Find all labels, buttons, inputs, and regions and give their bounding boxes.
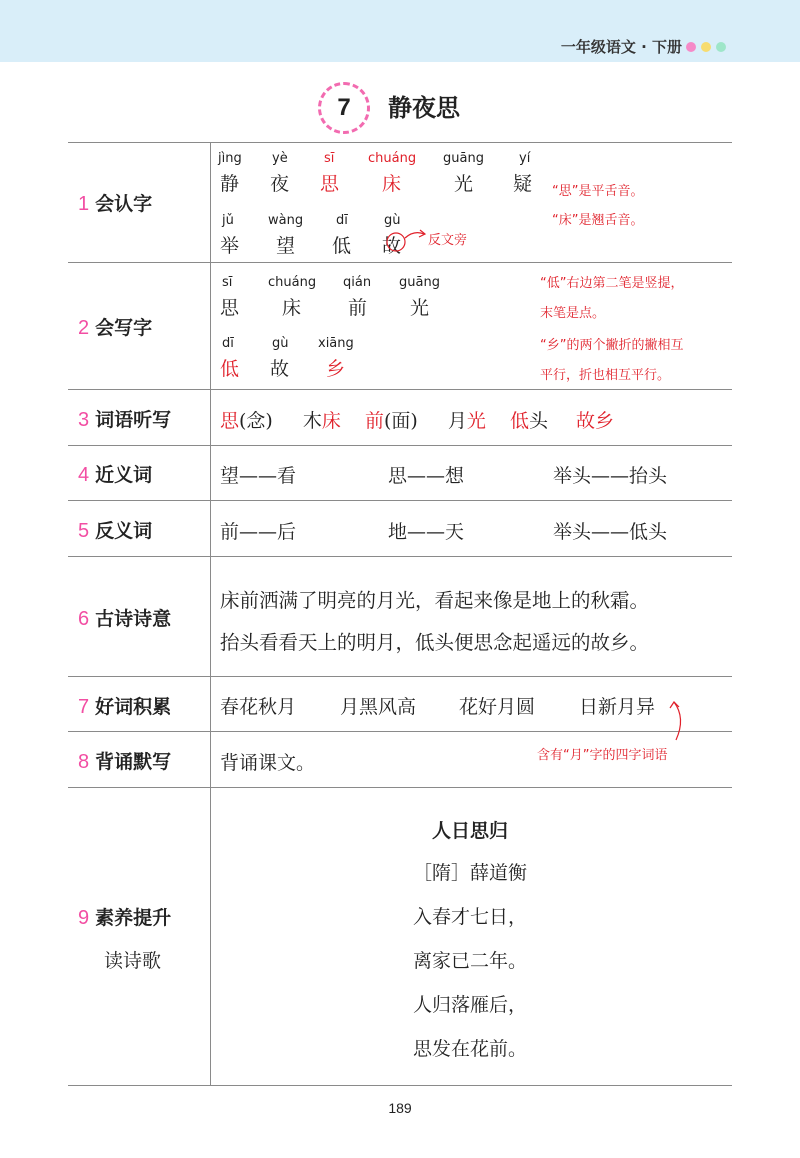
poem-meaning-line: 抬头看看天上的明月，低头便思念起遥远的故乡。	[220, 631, 650, 654]
table-divider	[68, 731, 732, 732]
section-label: 4 近义词	[78, 464, 153, 486]
decor-dot-icon	[716, 42, 726, 52]
hanzi: 故	[270, 358, 290, 380]
poem-author: ［隋］薛道衡	[412, 862, 527, 884]
hanzi: 疑	[513, 173, 533, 195]
annotation-note: “低”右边第二笔是竖提，	[540, 276, 684, 291]
table-divider	[68, 500, 732, 501]
pinyin: yí	[519, 151, 531, 166]
antonym-pair: 地——天	[388, 521, 465, 543]
pinyin: qián	[343, 275, 372, 290]
annotation-note: “床”是翘舌音。	[552, 213, 644, 228]
recite-text: 背诵课文。	[220, 752, 316, 774]
table-divider	[68, 445, 732, 446]
section-label: 7 好词积累	[78, 696, 172, 718]
lesson-title: 静夜思	[388, 94, 460, 122]
poem-line: 离家已二年。	[412, 950, 527, 972]
hanzi: 低	[332, 235, 352, 257]
hanzi: 床	[282, 297, 302, 319]
table-divider	[68, 556, 732, 557]
hanzi: 床	[382, 173, 402, 195]
annotation-note: 含有“月”字的四字词语	[537, 748, 668, 763]
hanzi: 前	[348, 297, 368, 319]
table-column-divider	[210, 142, 211, 1085]
pinyin: jìng	[218, 151, 242, 166]
synonym-pair: 望——看	[220, 465, 297, 487]
poem-line: 人归落雁后，	[412, 994, 527, 1016]
good-word: 春花秋月	[220, 696, 297, 718]
antonym-pair: 举头——低头	[553, 521, 668, 543]
pinyin: chuáng	[268, 275, 317, 290]
dictation-words: 思(念) 木床 前(面) 月光 低头 故乡	[220, 410, 615, 432]
poem-line: 入春才七日，	[412, 906, 527, 928]
pinyin: sī	[324, 151, 335, 166]
pinyin: jǔ	[222, 213, 234, 228]
annotation-note: 反文旁	[428, 233, 468, 248]
hanzi: 思	[320, 173, 340, 195]
synonym-pair: 举头——抬头	[553, 465, 668, 487]
annotation-arrow-icon	[660, 700, 690, 750]
hanzi: 故	[382, 235, 402, 257]
section-label: 1 会认字	[78, 193, 153, 215]
pinyin: xiāng	[318, 336, 354, 351]
decor-dot-icon	[686, 42, 696, 52]
table-divider	[68, 676, 732, 677]
hanzi: 夜	[270, 173, 290, 195]
pinyin: yè	[272, 151, 288, 166]
table-divider	[68, 142, 732, 143]
annotation-note: 末笔是点。	[540, 306, 606, 321]
section-label: 3 词语听写	[78, 409, 172, 431]
lesson-number: 7	[318, 82, 370, 134]
decor-dot-icon	[701, 42, 711, 52]
section-label: 5 反义词	[78, 520, 153, 542]
pinyin: dī	[222, 336, 234, 351]
pinyin: gù	[384, 213, 401, 228]
good-word: 月黑风高	[340, 696, 417, 718]
good-word: 花好月圆	[459, 696, 536, 718]
section-label: 9 素养提升	[78, 907, 172, 929]
section-sublabel: 读诗歌	[104, 950, 162, 972]
poem-meaning-line: 床前洒满了明亮的月光，看起来像是地上的秋霜。	[220, 589, 650, 612]
pinyin: dī	[336, 213, 348, 228]
table-divider	[68, 262, 732, 263]
hanzi: 思	[220, 297, 240, 319]
page-number: 189	[388, 1100, 412, 1116]
pinyin: chuáng	[368, 151, 417, 166]
hanzi: 举	[220, 235, 240, 257]
poem-title: 人日思归	[431, 820, 508, 842]
section-label: 2 会写字	[78, 317, 153, 339]
hanzi: 乡	[326, 358, 346, 380]
hanzi: 光	[410, 297, 430, 319]
hanzi: 静	[220, 173, 240, 195]
table-divider	[68, 1085, 732, 1086]
hanzi: 光	[454, 173, 474, 195]
table-divider	[68, 389, 732, 390]
synonym-pair: 思——想	[388, 465, 465, 487]
pinyin: guāng	[443, 151, 484, 166]
annotation-note: “乡”的两个撇折的撇相互	[540, 338, 684, 353]
good-word: 日新月异	[579, 696, 656, 718]
pinyin: gù	[272, 336, 289, 351]
pinyin: sī	[222, 275, 233, 290]
antonym-pair: 前——后	[220, 521, 297, 543]
annotation-note: “思”是平舌音。	[552, 184, 644, 199]
book-label: 一年级语文 · 下册	[560, 38, 682, 56]
table-divider	[68, 787, 732, 788]
hanzi: 望	[276, 235, 296, 257]
section-label: 8 背诵默写	[78, 751, 172, 773]
poem-line: 思发在花前。	[412, 1038, 527, 1060]
section-label: 6 古诗诗意	[78, 608, 172, 630]
pinyin: wàng	[268, 213, 304, 228]
hanzi: 低	[220, 358, 240, 380]
annotation-note: 平行，折也相互平行。	[540, 368, 671, 383]
pinyin: guāng	[399, 275, 440, 290]
